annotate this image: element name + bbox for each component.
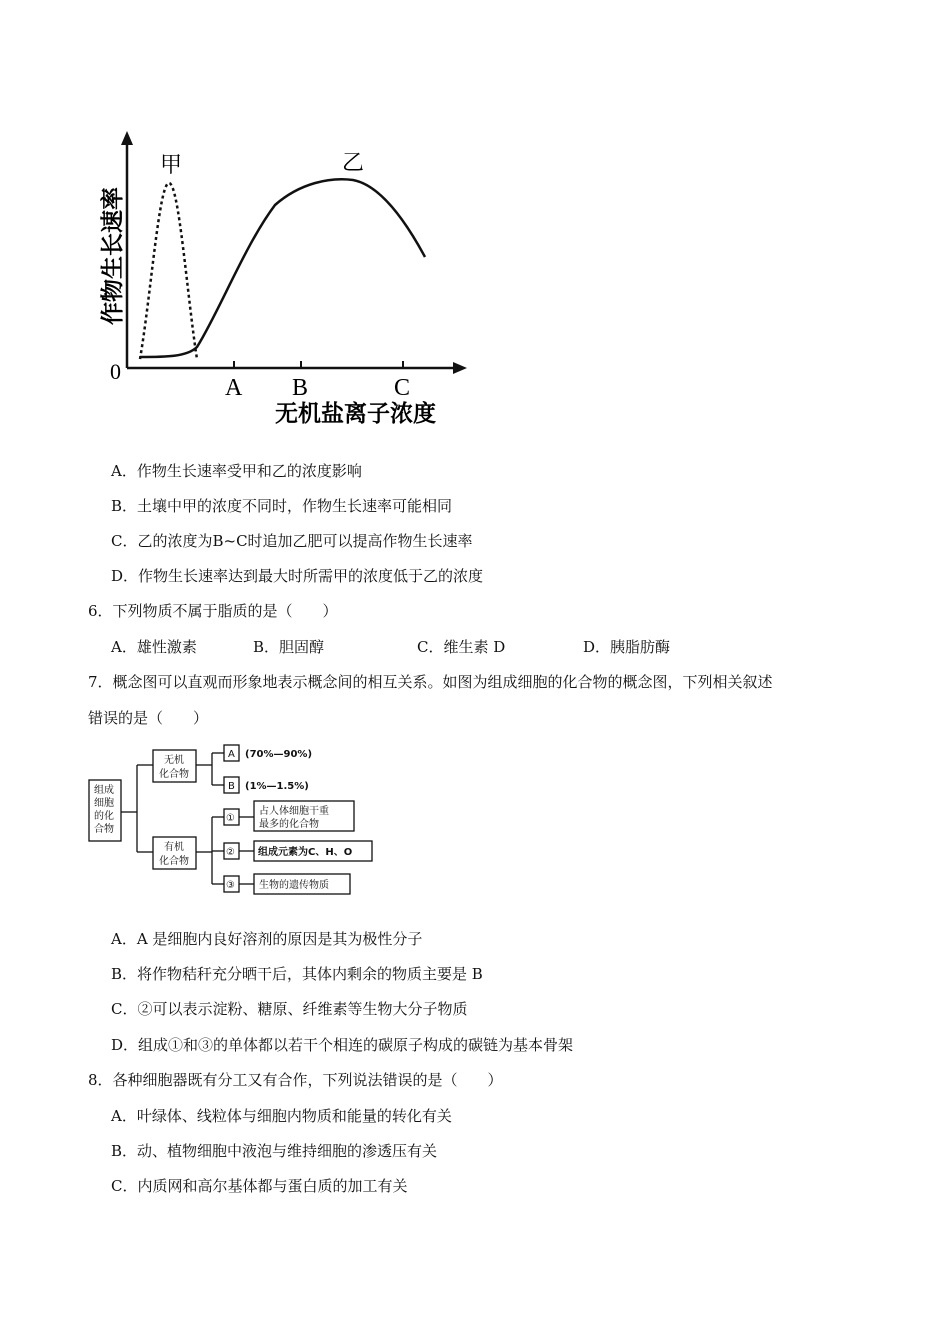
x-axis-label: 无机盐离子浓度 (275, 401, 436, 427)
box-2-text: ② (226, 847, 235, 858)
q8-option-c: C．内质网和高尔基体都与蛋白质的加工有关 (111, 1177, 408, 1195)
box-1-desc-1: 占人体细胞干重 (259, 806, 329, 817)
q7-option-c: C．②可以表示淀粉、糖原、纤维素等生物大分子物质 (111, 1000, 468, 1018)
box-2-desc: 组成元素为C、H、O (258, 847, 353, 858)
q5-option-b: B．土壤中甲的浓度不同时，作物生长速率可能相同 (111, 497, 453, 515)
q6-option-d: D．胰脂肪酶 (583, 638, 671, 656)
curve-jia-label: 甲 (160, 153, 183, 178)
q6-option-c: C．维生素 D (417, 638, 506, 656)
q5-option-d: D．作物生长速率达到最大时所需甲的浓度低于乙的浓度 (111, 567, 484, 585)
box-a-text: A (228, 749, 235, 760)
q6-stem: 6．下列物质不属于脂质的是（ ） (88, 602, 338, 620)
q6-option-a: A．雄性激素 (111, 638, 197, 656)
x-axis-arrow (453, 362, 467, 374)
root-text-1: 组成 (94, 785, 114, 796)
box-3-text: ③ (226, 880, 235, 891)
q7-option-d: D．组成①和③的单体都以若干个相连的碳原子构成的碳链为基本骨架 (111, 1036, 574, 1054)
curve-yi-label: 乙 (342, 151, 365, 176)
q5-option-c: C．乙的浓度为B~C时追加乙肥可以提高作物生长速率 (111, 532, 473, 550)
organic-text-2: 化合物 (159, 856, 189, 867)
tick-b-label: B (292, 375, 309, 401)
q7-stem-line2: 错误的是（ ） (88, 709, 209, 727)
q8-stem: 8．各种细胞器既有分工又有合作，下列说法错误的是（ ） (88, 1071, 503, 1089)
box-a-pct: (70%—90%) (245, 749, 313, 760)
curve-yi (140, 179, 425, 357)
curve-jia (140, 183, 197, 359)
box-b-pct: (1%—1.5%) (245, 781, 309, 792)
q8-option-a: A．叶绿体、线粒体与细胞内物质和能量的转化有关 (111, 1107, 452, 1125)
box-3-desc: 生物的遗传物质 (259, 880, 329, 891)
root-text-2: 细胞 (94, 798, 114, 809)
growth-rate-graph (85, 125, 485, 435)
q6-options (111, 637, 811, 657)
tick-a-label: A (225, 375, 243, 401)
inorganic-text-2: 化合物 (159, 769, 189, 780)
q8-option-b: B．动、植物细胞中液泡与维持细胞的渗透压有关 (111, 1142, 438, 1160)
box-1-text: ① (226, 813, 235, 824)
y-axis-label: 作物生长速率 (100, 187, 126, 325)
concept-diagram (85, 740, 385, 900)
tick-c-label: C (394, 375, 411, 401)
origin-label: 0 (110, 359, 121, 384)
root-text-4: 合物 (94, 824, 114, 835)
q6-option-b: B．胆固醇 (253, 638, 325, 656)
q7-stem-line1: 7．概念图可以直观而形象地表示概念间的相互关系。如图为组成细胞的化合物的概念图，下列相关叙述 (88, 673, 773, 691)
organic-text-1: 有机 (164, 842, 184, 853)
q7-option-b: B．将作物秸秆充分晒干后，其体内剩余的物质主要是 B (111, 965, 483, 983)
root-text-3: 的化 (94, 811, 114, 822)
box-1-desc-2: 最多的化合物 (259, 819, 319, 830)
y-axis-arrow (121, 131, 133, 145)
inorganic-text-1: 无机 (164, 755, 184, 766)
q7-option-a: A．A 是细胞内良好溶剂的原因是其为极性分子 (111, 930, 423, 948)
q5-option-a: A．作物生长速率受甲和乙的浓度影响 (111, 462, 362, 480)
box-b-text: B (228, 781, 235, 792)
